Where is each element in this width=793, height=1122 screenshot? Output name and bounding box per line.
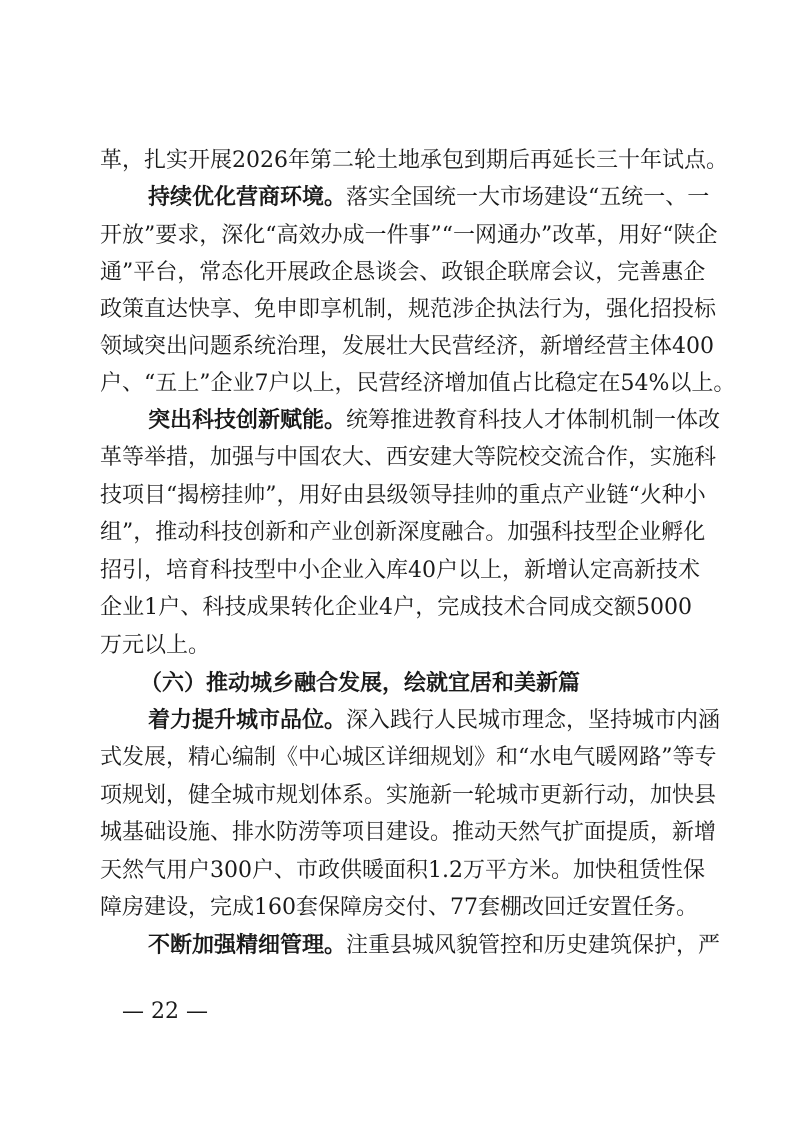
text: 政策直达快享、免申即享机制，规范涉企执法行为，强化招投标 [100, 297, 717, 322]
body-line [100, 221, 718, 251]
body-line [100, 443, 717, 473]
text: 开放”要求，深化“高效办成一件事”“一网通办”改革，用好“陕企 [100, 223, 718, 248]
body-line [100, 369, 736, 399]
paragraph-heading: 突出科技创新赋能。 [148, 408, 347, 433]
paragraph-heading: 不断加强精细管理。 [148, 933, 347, 958]
section-heading: （六）推动城乡融合发展，绘就宜居和美新篇 [140, 671, 581, 696]
text: 组”，推动科技创新和产业创新深度融合。加强科技型企业孵化 [100, 520, 706, 545]
body-line [100, 518, 706, 548]
text: 通”平台，常态化开展政企恳谈会、政银企联席会议，完善惠企 [100, 260, 706, 285]
paragraph-start [148, 406, 721, 436]
text: 企业1户、科技成果转化企业4户，完成技术合同成交额5000 [100, 595, 692, 620]
text: 式发展，精心编制《中心城区详细规划》和“水电气暖网路”等专 [100, 745, 717, 770]
page-number: — 22 — [122, 999, 208, 1024]
text: 户、“五上”企业7户以上，民营经济增加值占比稳定在54%以上。 [100, 371, 736, 396]
text: 城基础设施、排水防涝等项目建设。推动天然气扩面提质，新增 [100, 820, 717, 845]
body-line [100, 146, 728, 176]
paragraph-start [148, 931, 721, 961]
paragraph-start [148, 183, 710, 213]
paragraph-heading: 持续优化营商环境。 [148, 185, 347, 210]
text: 技项目“揭榜挂帅”，用好由县级领导挂帅的重点产业链“火种小 [100, 483, 706, 508]
text: 领域突出问题系统治理，发展壮大民营经济，新增经营主体400 [100, 334, 714, 359]
body-line [100, 893, 698, 923]
text: 落实全国统一大市场建设“五统一、一 [346, 185, 710, 210]
body-line [100, 295, 717, 325]
body-line [100, 781, 717, 811]
body-line [100, 332, 714, 362]
text: 招引，培育科技型中小企业入库40户以上，新增认定高新技术 [100, 558, 700, 583]
body-line [100, 631, 692, 661]
text: 项规划，健全城市规划体系。实施新一轮城市更新行动，加快县 [100, 783, 717, 808]
body-line [100, 743, 717, 773]
body-line [100, 481, 706, 511]
text: 革等举措，加强与中国农大、西安建大等院校交流合作，实施科 [100, 445, 717, 470]
paragraph-start [148, 706, 721, 736]
text: 障房建设，完成160套保障房交付、77套棚改回迁安置任务。 [100, 895, 698, 920]
text: 深入践行人民城市理念，坚持城市内涵 [346, 708, 721, 733]
body-line [100, 818, 717, 848]
text: 统筹推进教育科技人才体制机制一体改 [346, 408, 721, 433]
text: 万元以上。 [100, 633, 211, 658]
text: 革，扎实开展2026年第二轮土地承包到期后再延长三十年试点。 [100, 148, 728, 173]
body-line [100, 556, 700, 586]
body-line [100, 856, 705, 886]
text: 天然气用户300户、市政供暖面积1.2万平方米。加快租赁性保 [100, 858, 705, 883]
paragraph-heading: 着力提升城市品位。 [148, 708, 347, 733]
body-line [100, 258, 706, 288]
body-line [100, 593, 692, 623]
text: 注重县城风貌管控和历史建筑保护，严 [346, 933, 721, 958]
